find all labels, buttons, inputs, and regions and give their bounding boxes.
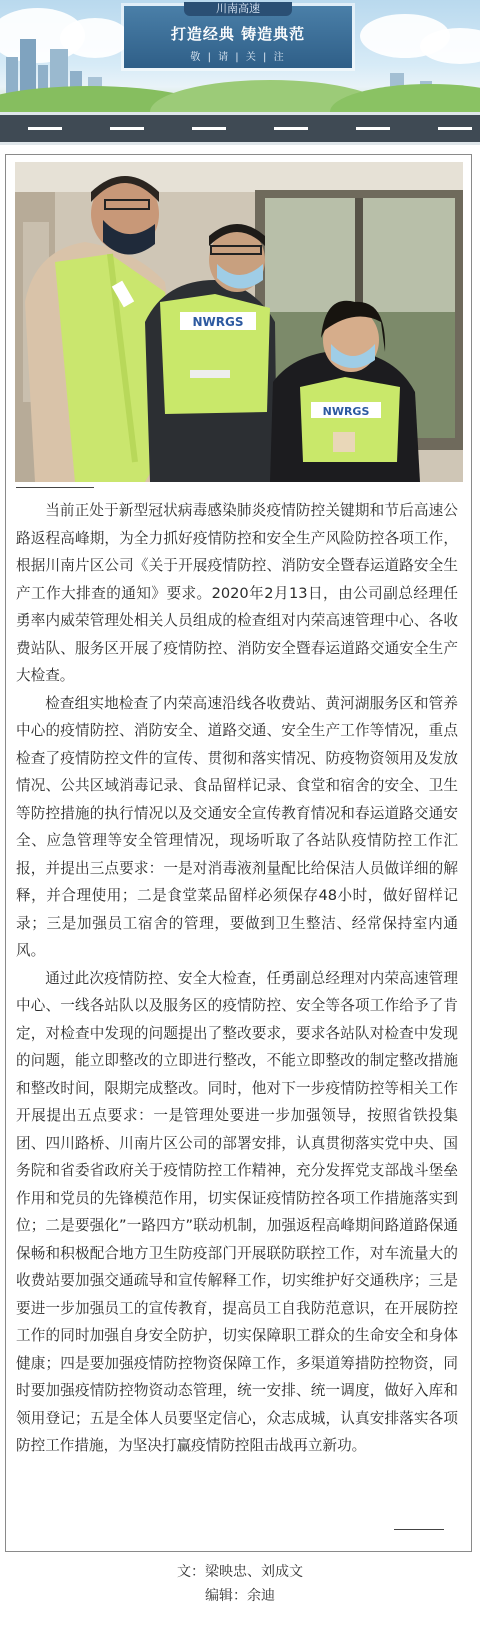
inspection-photo xyxy=(15,162,463,482)
road-edge xyxy=(0,142,480,145)
bus-interior-illustration xyxy=(15,162,463,482)
road-edge xyxy=(0,112,480,115)
cloud-decoration xyxy=(60,18,130,58)
banner-title-plate xyxy=(124,2,352,68)
road-decoration xyxy=(0,112,480,145)
banner-cap: 川南高速 xyxy=(184,2,292,16)
author-credit: 文：梁映忠、刘成文 xyxy=(177,1564,303,1580)
lane-marking xyxy=(192,127,226,130)
lane-marking xyxy=(274,127,308,130)
editor-credit: 编辑：余迪 xyxy=(205,1588,275,1604)
lane-marking xyxy=(438,127,472,130)
article-paragraph: 当前正处于新型冠状病毒感染肺炎疫情防控关键期和节后高速公路返程高峰期，为全力抓好疫情防控和安全生产风险防控各项工作，根据川南片区公司《关于开展疫情防控、消防安全暨春运道路安全生产工作大排查的通知》要求。2020年2月13日，由公司副总经理任勇率内威荣管理处相关人员组成的检查组对内荣高速管理中心、各收费站队、服务区开展了疫情防控、消防安全暨春运道路交通安全生产大检查。 xyxy=(16,502,458,684)
lane-marking xyxy=(28,127,62,130)
section-divider xyxy=(16,487,94,488)
vest-label: NWRGS xyxy=(192,315,244,329)
credits xyxy=(0,1560,480,1608)
header-banner xyxy=(0,0,480,145)
article-paragraph: 通过此次疫情防控、安全大检查，任勇副总经理对内荣高速管理中心、一线各站队以及服务区的疫情防控、安全等各项工作给予了肯定，对检查中发现的问题提出了整改要求，要求各站队对检查中发现的问题，能立即整改的立即进行整改，不能立即整改的制定整改措施和整改时间，限期完成整改。同时，他对下一步疫情防控等相关工作开展提出五点要求：一是管理处要进一步加强领导，按照省铁投集团、四川路桥、川南片区公司的部署安排，认真贯彻落实党中央、国务院和省委省政府关于疫情防控工作精神，充分发挥党支部战斗堡垒作用和党员的先锋模范作用，切实保证疫情防控各项工作措施落实到位；二是要强化”一路四方”联动机制，加强返程高峰期间路道路保通保畅和积极配合地方卫生防疫部门开展联防联控工作，对车流量大的收费站要加强交通疏导和宣传解释工作，切实维护好交通秩序；三是要进一步加强员工的宣传教育，提高员工自我防范意识，在开展防控工作的同时加强自身安全防护，切实保障职工群众的生命安全和身体健康；四是要加强疫情防控物资保障工作，多渠道筹措防控物资，同时要加强疫情防控物资动态管理，统一安排、统一调度，做好入库和领用登记；五是全体人员要坚定信心，众志成城，认真安排落实各项防控工作措施，为坚决打赢疫情防控阻击战再立新功。 xyxy=(16,969,458,1454)
banner-follow-text: 敬 | 请 | 关 | 注 xyxy=(190,52,286,63)
vest-label: NWRGS xyxy=(322,405,370,418)
article-body xyxy=(16,497,458,1460)
cloud-decoration xyxy=(420,28,480,64)
article-paragraph: 检查组实地检查了内荣高速沿线各收费站、黄河湖服务区和管养中心的疫情防控、消防安全、道路交通、安全生产工作等情况，重点检查了疫情防控文件的宣传、贯彻和落实情况、防疫物资领用及发放情况、公共区域消毒记录、食品留样记录、食堂和宿舍的安全、卫生等防控措施的执行情况以及交通安全宣传教育情况和春运道路交通安全、应急管理等安全管理情况，现场听取了各站队疫情防控工作汇报，并提出三点要求：一是对消毒液剂量配比给保洁人员做详细的解释，并合理使用；二是食堂菜品留样必须保存48小时，做好留样记录；三是加强员工宿舍的管理，要做到卫生整洁、经常保持室内通风。 xyxy=(16,694,458,959)
lane-marking xyxy=(356,127,390,130)
section-divider xyxy=(394,1529,444,1530)
banner-slogan: 打造经典 铸造典范 xyxy=(170,25,306,43)
lane-marking xyxy=(110,127,144,130)
